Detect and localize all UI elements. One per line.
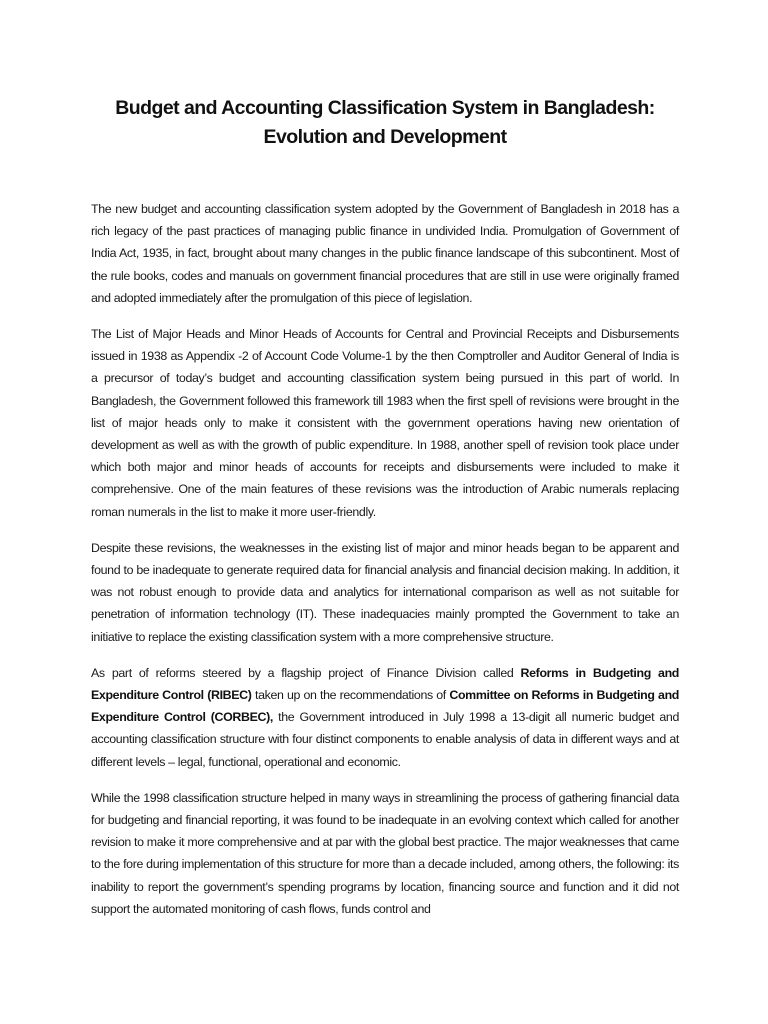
corbec-bold-text: Committee on Reforms in Budgeting and Expenditure Control (CORBEC), xyxy=(91,688,680,725)
paragraph-4-text-1: As part of reforms steered by a flagship project of Finance Division called xyxy=(91,665,521,680)
document-title xyxy=(91,94,679,152)
paragraph-5: While the 1998 classification structure helped in many ways in streamlining the process of gathering financial data for budgeting and financial reporting, it was found to be inadequate in an evolving context which called for another revision to make it more comprehensive and at par with the global best practice. The major weaknesses that came to the fore during implementation of this structure for more than a decade included, among others, the following: its inability to report the government’s spending programs by location, financing source and function and it did not support the automated monitoring of cash flows, funds control and xyxy=(91,790,679,916)
title-line-1: Budget and Accounting Classification System in Bangladesh: xyxy=(115,97,655,119)
ribec-bold-text: Reforms in Budgeting and Expenditure Control (RIBEC) xyxy=(91,665,680,703)
paragraph-1: The new budget and accounting classification system adopted by the Government of Bangladesh in 2018 has a rich legacy of the past practices of managing public finance in undivided India. Promulgation of Government of India Act, 1935, in fact, brought about many changes in the public finance landscape of this subcontinent. Most of the rule books, codes and manuals on government financial procedures that are still in use were originally framed and adopted immediately after the promulgation of this piece of legislation. xyxy=(91,202,679,305)
title-line-2: Evolution and Development xyxy=(263,126,507,148)
paragraph-3: Despite these revisions, the weaknesses in the existing list of major and minor heads began to be apparent and found to be inadequate to generate required data for financial analysis and financial decision making. In addition, it was not robust enough to provide data and analytics for international comparison as well as not suitable for penetration of information technology (IT). These inadequacies mainly prompted the Government to take an initiative to replace the existing classification system with a more comprehensive structure. xyxy=(91,540,679,644)
document-page xyxy=(91,94,679,934)
paragraph-4-text-3: the Government introduced in July 1998 a 13-digit all numeric budget and accounting classification structure with four distinct components to enable analysis of data in different ways and at different levels – legal, functional, operational and economic. xyxy=(91,710,679,769)
paragraph-2: The List of Major Heads and Minor Heads of Accounts for Central and Provincial Receipts and Disbursements issued in 1938 as Appendix -2 of Account Code Volume-1 by the then Comptroller and Auditor General of India is a precursor of today’s budget and accounting classification system being pursued in this part of world. In Bangladesh, the Government followed this framework till 1983 when the first spell of revisions were brought in the list of major heads only to make it consistent with the government operations having new orientation of development as well as with the growth of public expenditure. In 1988, another spell of revision took place under which both major and minor heads of accounts for receipts and disbursements were included to make it comprehensive. One of the main features of these revisions was the introduction of Arabic numerals replacing roman numerals in the list to make it more user-friendly. xyxy=(91,327,679,519)
paragraph-4-text-2: taken up on the recommendations of xyxy=(251,688,450,703)
paragraph-4 xyxy=(91,662,679,773)
